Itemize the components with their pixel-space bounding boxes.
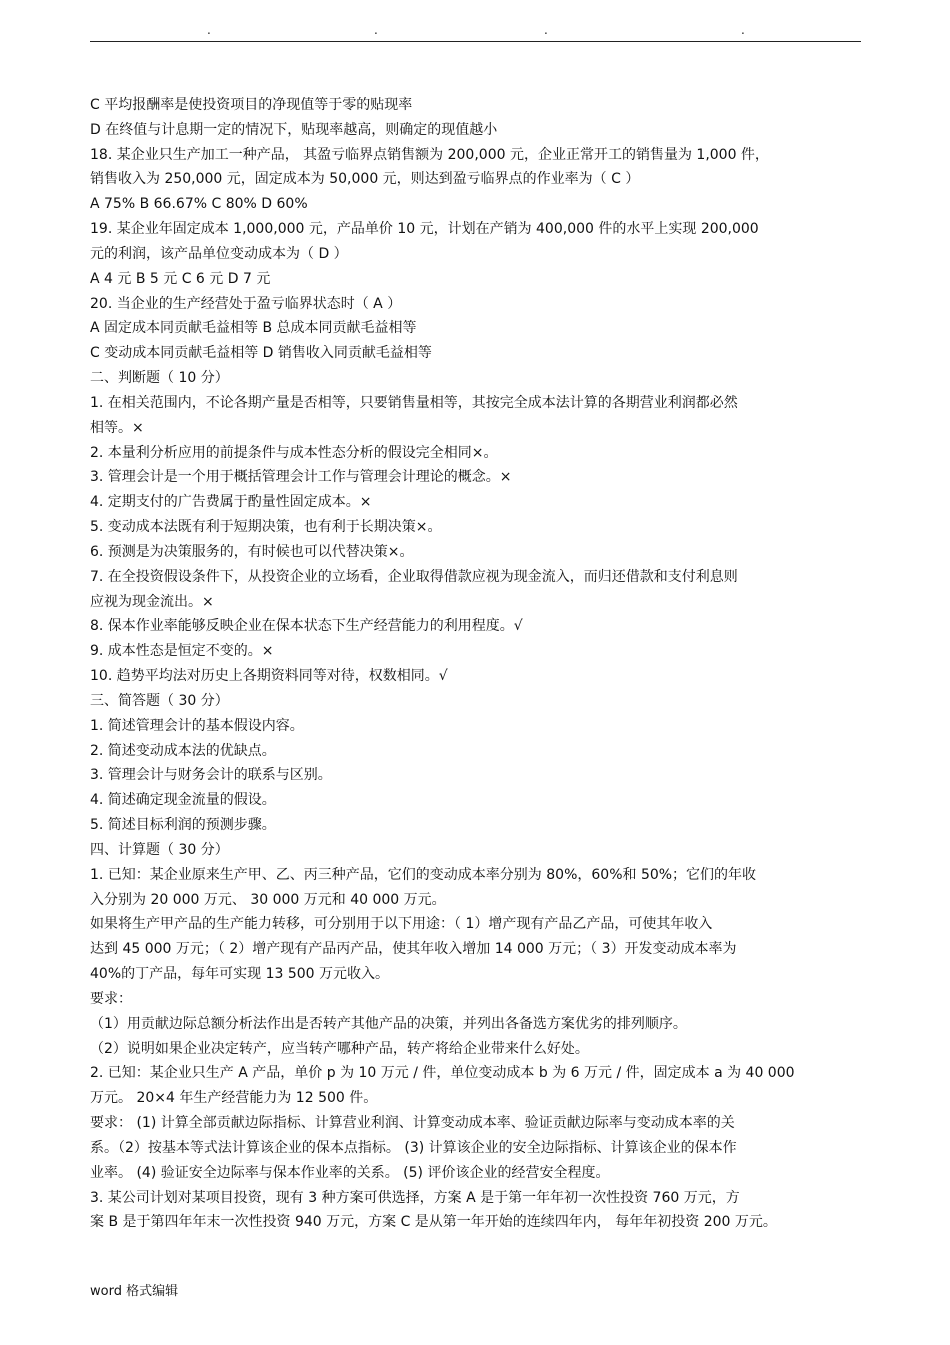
text-line: A 4 元 B 5 元 C 6 元 D 7 元 (90, 270, 271, 287)
text-line: 相等。× (90, 419, 144, 436)
header-dot: . (741, 23, 745, 37)
text-line: （2）说明如果企业决定转产，应当转产哪种产品，转产将给企业带来什么好处。 (90, 1040, 589, 1057)
text-line: 三、简答题（ 30 分） (90, 692, 229, 709)
text-line: 4. 定期支付的广告费属于酌量性固定成本。× (90, 494, 372, 511)
text-line: 四、计算题（ 30 分） (90, 841, 229, 858)
header-dot: . (374, 23, 378, 37)
text-line: 20. 当企业的生产经营处于盈亏临界状态时（ A ） (90, 295, 402, 312)
text-line: 案 B 是于第四年年末一次性投资 940 万元，方案 C 是从第一年开始的连续四年内， 每年年初投资 200 万元。 (90, 1214, 777, 1231)
text-line: 销售收入为 250,000 元，固定成本为 50,000 元，则达到盈亏临界点的作业率为（ C ） (90, 171, 640, 188)
header-dot: . (544, 23, 548, 37)
text-line: 2. 已知：某企业只生产 A 产品，单价 p 为 10 万元 / 件，单位变动成本 b 为 6 万元 / 件，固定成本 a 为 40 000 (90, 1065, 795, 1082)
text-line: 1. 已知：某企业原来生产甲、乙、丙三种产品，它们的变动成本率分别为 80%，60%和 50%；它们的年收 (90, 866, 757, 883)
text-line: 3. 管理会计是一个用于概括管理会计工作与管理会计理论的概念。× (90, 469, 512, 486)
text-line: 3. 某公司计划对某项目投资，现有 3 种方案可供选择，方案 A 是于第一年年初一次性投资 760 万元，方 (90, 1189, 740, 1206)
text-line: 2. 本量利分析应用的前提条件与成本性态分析的假设完全相同×。 (90, 444, 498, 461)
text-line: 入分别为 20 000 万元、 30 000 万元和 40 000 万元。 (90, 891, 446, 908)
text-line: 4. 简述确定现金流量的假设。 (90, 792, 276, 809)
text-line: 1. 简述管理会计的基本假设内容。 (90, 717, 304, 734)
header-dot: . (207, 23, 211, 37)
text-line: 业率。 (4) 验证安全边际率与保本作业率的关系。 (5) 评价该企业的经营安全程度。 (90, 1164, 610, 1181)
text-line: （1）用贡献边际总额分析法作出是否转产其他产品的决策，并列出各备选方案优劣的排列顺序。 (90, 1015, 687, 1032)
text-line: 5. 简述目标利润的预测步骤。 (90, 817, 276, 834)
text-line: 9. 成本性态是恒定不变的。× (90, 643, 274, 660)
text-line: 8. 保本作业率能够反映企业在保本状态下生产经营能力的利用程度。√ (90, 618, 523, 635)
text-line: 万元。 20×4 年生产经营能力为 12 500 件。 (90, 1090, 378, 1107)
text-line: 6. 预测是为决策服务的，有时候也可以代替决策×。 (90, 543, 414, 560)
text-line: 二、判断题（ 10 分） (90, 370, 229, 387)
text-line: 如果将生产甲产品的生产能力转移，可分别用于以下用途：（ 1）增产现有产品乙产品，可使其年收入 (90, 916, 713, 933)
text-line: A 75% B 66.67% C 80% D 60% (90, 196, 308, 213)
text-line: 7. 在全投资假设条件下，从投资企业的立场看，企业取得借款应视为现金流入，而归还借款和支付利息则 (90, 568, 738, 585)
text-line: 1. 在相关范围内，不论各期产量是否相等，只要销售量相等，其按完全成本法计算的各期营业利润都必然 (90, 394, 738, 411)
text-line: 10. 趋势平均法对历史上各期资料同等对待，权数相同。√ (90, 668, 448, 685)
text-line: 18. 某企业只生产加工一种产品， 其盈亏临界点销售额为 200,000 元，企业正常开工的销售量为 1,000 件， (90, 146, 769, 163)
text-line: 应视为现金流出。× (90, 593, 214, 610)
text-line: 5. 变动成本法既有利于短期决策，也有利于长期决策×。 (90, 519, 442, 536)
text-line: 达到 45 000 万元；（ 2）增产现有产品丙产品，使其年收入增加 14 000 万元；（ 3）开发变动成本率为 (90, 941, 737, 958)
text-line: 要求： (90, 990, 132, 1007)
text-line: 19. 某企业年固定成本 1,000,000 元，产品单价 10 元，计划在产销为 400,000 件的水平上实现 200,000 (90, 221, 759, 238)
header-rule (90, 41, 861, 42)
text-line: 系。（2）按基本等式法计算该企业的保本点指标。 (3) 计算该企业的安全边际指标、计算该企业的保本作 (90, 1139, 737, 1156)
text-line: C 平均报酬率是使投资项目的净现值等于零的贴现率 (90, 97, 413, 113)
text-line: D 在终值与计息期一定的情况下，贴现率越高，则确定的现值越小 (90, 121, 498, 138)
text-line: 40%的丁产品，每年可实现 13 500 万元收入。 (90, 966, 390, 983)
text-line: A 固定成本同贡献毛益相等 B 总成本同贡献毛益相等 (90, 320, 417, 337)
page-footer: word 格式编辑 (90, 1284, 179, 1299)
text-line: C 变动成本同贡献毛益相等 D 销售收入同贡献毛益相等 (90, 345, 432, 362)
text-line: 3. 管理会计与财务会计的联系与区别。 (90, 767, 332, 784)
text-line: 元的利润，该产品单位变动成本为（ D ） (90, 245, 348, 262)
text-line: 要求： (1) 计算全部贡献边际指标、计算营业利润、计算变动成本率、验证贡献边际率与变动成本率的关 (90, 1115, 735, 1132)
text-line: 2. 简述变动成本法的优缺点。 (90, 742, 276, 759)
